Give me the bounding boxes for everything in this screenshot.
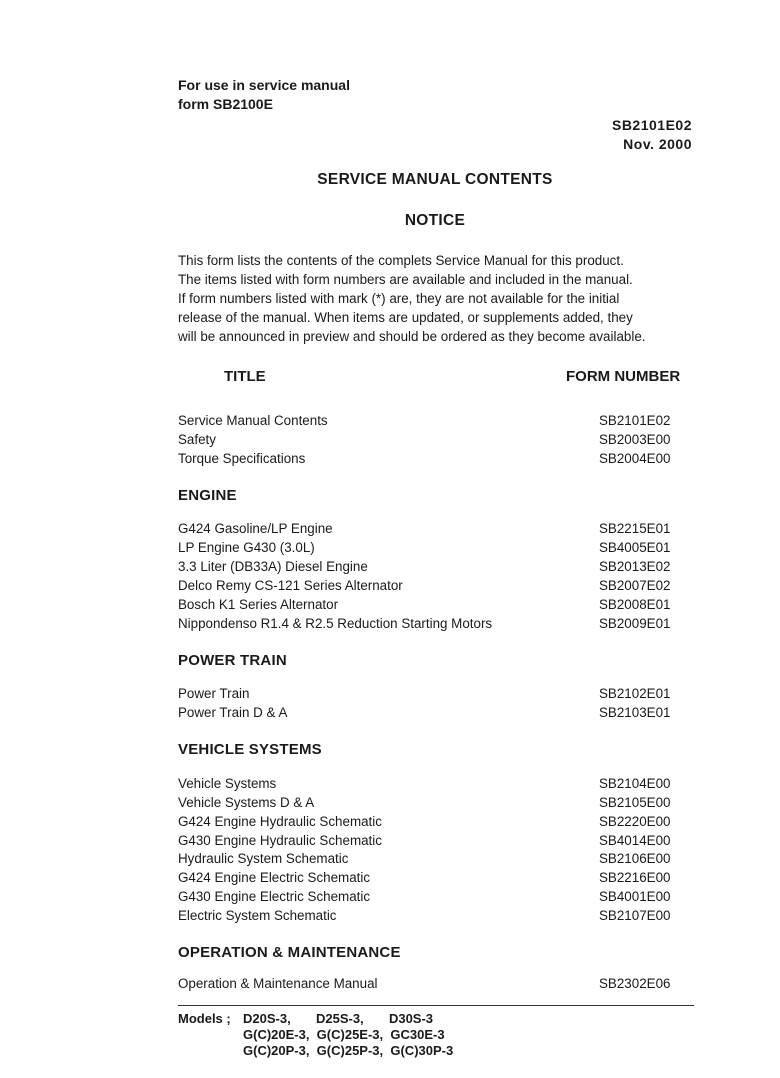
row-form-number: SB2008E01 <box>599 597 671 612</box>
notice-line: The items listed with form numbers are available and included in the manual. <box>178 272 633 287</box>
row-title: G424 Engine Hydraulic Schematic <box>178 814 382 829</box>
notice-heading: NOTICE <box>404 212 466 229</box>
document-number: SB2101E02 <box>611 117 692 133</box>
contents-row <box>178 411 678 430</box>
row-title: Safety <box>178 432 216 447</box>
form-note <box>178 76 350 114</box>
column-header-form-number: FORM NUMBER <box>566 368 681 385</box>
row-form-number: SB2216E00 <box>599 870 671 885</box>
models-line: G(C)20P-3, G(C)25P-3, G(C)30P-3 <box>243 1043 454 1058</box>
row-form-number: SB2004E00 <box>599 451 671 466</box>
row-title: Electric System Schematic <box>178 908 337 923</box>
row-form-number: SB2215E01 <box>599 521 671 536</box>
row-form-number: SB4001E00 <box>599 889 671 904</box>
row-title: Vehicle Systems D & A <box>178 795 315 810</box>
row-form-number: SB2107E00 <box>599 908 671 923</box>
section-heading-engine: ENGINE <box>178 487 237 504</box>
row-title: G424 Gasoline/LP Engine <box>178 521 333 536</box>
row-form-number: SB2106E00 <box>599 851 671 866</box>
row-title: Delco Remy CS-121 Series Alternator <box>178 578 403 593</box>
column-header-title: TITLE <box>224 368 266 385</box>
row-title: 3.3 Liter (DB33A) Diesel Engine <box>178 559 368 574</box>
row-form-number: SB2007E02 <box>599 578 671 593</box>
notice-line: will be announced in preview and should be ordered as they become available. <box>178 329 646 344</box>
contents-row <box>178 557 678 576</box>
contents-row <box>178 430 678 449</box>
row-form-number: SB2302E06 <box>599 976 671 991</box>
contents-row <box>178 774 678 793</box>
row-title: Power Train <box>178 686 250 701</box>
contents-row <box>178 684 678 703</box>
row-form-number: SB4005E01 <box>599 540 671 555</box>
row-form-number: SB2009E01 <box>599 616 671 631</box>
contents-row <box>178 868 678 887</box>
document-id-block <box>612 116 692 154</box>
row-title: Vehicle Systems <box>178 776 277 791</box>
row-form-number: SB2104E00 <box>599 776 671 791</box>
contents-row <box>178 831 678 850</box>
row-title: Power Train D & A <box>178 705 288 720</box>
row-form-number: SB2220E00 <box>599 814 671 829</box>
notice-line: This form lists the contents of the complets Service Manual for this product. <box>178 253 624 268</box>
contents-row <box>178 812 678 831</box>
row-title: G430 Engine Electric Schematic <box>178 889 371 904</box>
row-form-number: SB2102E01 <box>599 686 671 701</box>
contents-row <box>178 576 678 595</box>
page-title: SERVICE MANUAL CONTENTS <box>317 171 553 188</box>
contents-row <box>178 906 678 925</box>
footer-divider <box>178 1005 694 1006</box>
row-title: G424 Engine Electric Schematic <box>178 870 371 885</box>
row-title: Hydraulic System Schematic <box>178 851 349 866</box>
row-form-number: SB2103E01 <box>599 705 671 720</box>
form-note-line-1: For use in service manual <box>178 77 350 93</box>
row-form-number: SB2101E02 <box>599 413 671 428</box>
notice-line: If form numbers listed with mark (*) are, they are not available for the initial <box>178 291 620 306</box>
row-form-number: SB2013E02 <box>599 559 671 574</box>
row-form-number: SB4014E00 <box>599 833 671 848</box>
notice-line: release of the manual. When items are updated, or supplements added, they <box>178 310 633 325</box>
contents-row <box>178 449 678 468</box>
notice-text <box>178 251 698 346</box>
row-title: Nippondenso R1.4 & R2.5 Reduction Starting Motors <box>178 616 493 631</box>
row-title: Bosch K1 Series Alternator <box>178 597 339 612</box>
contents-row <box>178 538 678 557</box>
contents-row <box>178 793 678 812</box>
contents-row <box>178 519 678 538</box>
section-heading-power-train: POWER TRAIN <box>178 652 287 669</box>
row-title: G430 Engine Hydraulic Schematic <box>178 833 382 848</box>
document-date: Nov. 2000 <box>623 136 692 152</box>
form-note-line-2: form SB2100E <box>178 96 273 112</box>
section-heading-vehicle-systems: VEHICLE SYSTEMS <box>178 741 322 758</box>
contents-row <box>178 614 678 633</box>
row-title: LP Engine G430 (3.0L) <box>178 540 315 555</box>
contents-row <box>178 974 678 993</box>
row-form-number: SB2105E00 <box>599 795 671 810</box>
models-label: Models ; <box>178 1011 231 1026</box>
row-title: Service Manual Contents <box>178 413 328 428</box>
section-heading-operation-maintenance: OPERATION & MAINTENANCE <box>178 944 401 961</box>
contents-row <box>178 887 678 906</box>
contents-row <box>178 595 678 614</box>
row-title: Torque Specifications <box>178 451 306 466</box>
row-form-number: SB2003E00 <box>599 432 671 447</box>
row-title: Operation & Maintenance Manual <box>178 976 378 991</box>
models-line: D20S-3, D25S-3, D30S-3 <box>243 1011 434 1026</box>
contents-row <box>178 849 678 868</box>
models-line: G(C)20E-3, G(C)25E-3, GC30E-3 <box>243 1027 445 1042</box>
contents-row <box>178 703 678 722</box>
